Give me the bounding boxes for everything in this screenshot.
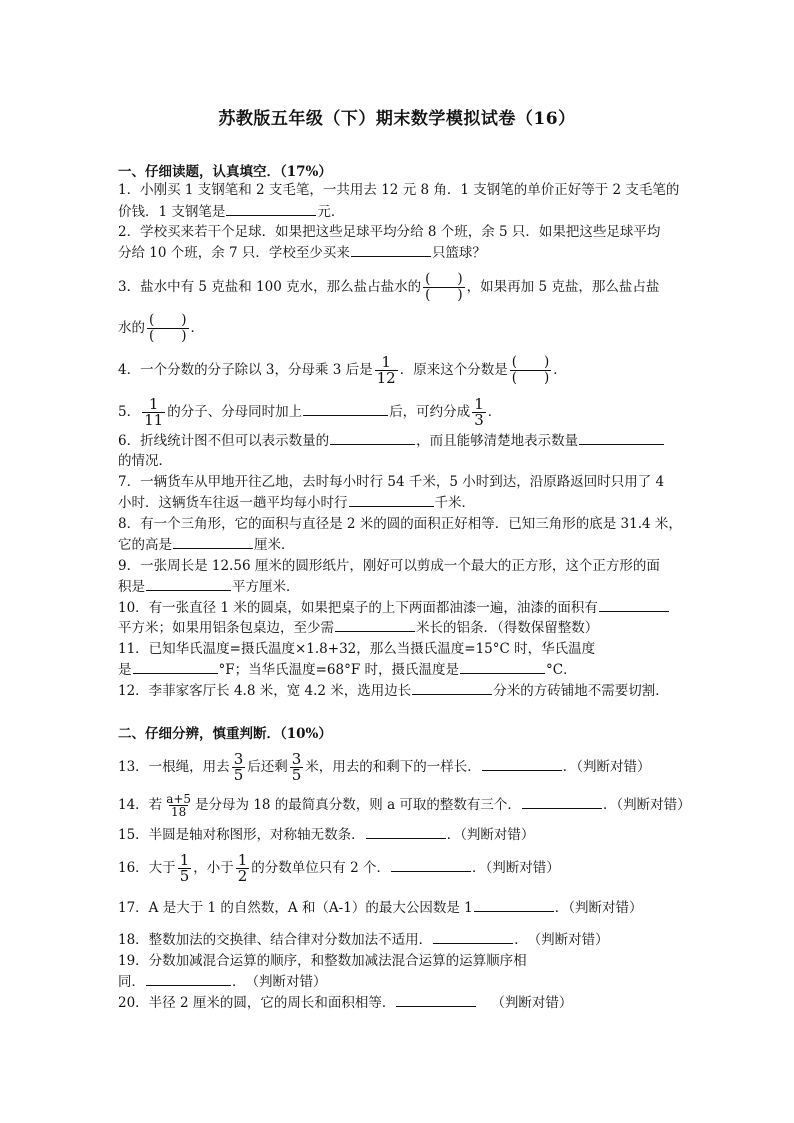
q16-line: 16．大于 $\frac{1}{5}$ ，小于 $\frac{1}{2}$ 的分数单位只有 2 个． ．（判断对错） xyxy=(118,851,560,885)
fraction-blank[interactable]: ( ) ( ) xyxy=(425,271,463,303)
q10-line-1: 10．有一张直径 1 米的圆桌，如果把桌子的上下两面都油漆一遍，油漆的面积有 xyxy=(118,598,670,618)
answer-blank[interactable] xyxy=(482,757,562,771)
q2-line-1: 2．学校买来若干个足球．如果把这些足球平均分给 8 个班，余 5 只．如果把这些足球平均 xyxy=(118,224,661,240)
answer-blank[interactable] xyxy=(226,202,316,216)
answer-blank[interactable] xyxy=(460,660,545,674)
fraction: $\frac{3}{5}$ xyxy=(291,750,302,784)
q13-line: 13．一根绳，用去 $\frac{3}{5}$ 后还剩 $\frac{3}{5}$ 米，用去的和剩下的一样长． ．（判断对错） xyxy=(118,750,651,784)
q18-line: 18．整数加法的交换律、结合律对分数加法不适用． ． （判断对错） xyxy=(118,932,609,948)
answer-blank[interactable] xyxy=(303,402,388,416)
fraction: $\frac{3}{5}$ xyxy=(233,750,244,784)
fraction: $\frac{1}{12}$ xyxy=(376,353,396,387)
answer-blank[interactable] xyxy=(522,795,602,809)
fraction: $\frac{1}{11}$ xyxy=(144,395,164,429)
answer-blank[interactable] xyxy=(146,972,231,986)
q6-line-1: 6．折线统计图不但可以表示数量的 ，而且能够清楚地表示数量 xyxy=(118,431,665,451)
q11-line-2: 是 °F；当华氏温度=68°F 时，摄氏温度是 °C． xyxy=(118,662,577,678)
answer-blank[interactable] xyxy=(173,535,253,549)
q11-line-1: 11．已知华氏温度=摄氏温度×1.8+32，那么当摄氏温度=15°C 时，华氏温度 xyxy=(118,641,596,657)
answer-blank[interactable] xyxy=(579,431,664,445)
fraction-blank[interactable]: ( ) ( ) xyxy=(149,312,187,344)
fraction: $\frac{1}{3}$ xyxy=(474,395,484,429)
section-1-heading: 一、仔细读题，认真填空．（17%） xyxy=(118,164,332,180)
q10-line-2: 平方米；如果用铝条包桌边，至少需 米长的铝条．（得数保留整数） xyxy=(118,620,599,636)
q7-line-1: 7．一辆货车从甲地开往乙地，去时每小时行 54 千米，5 小时到达，沿原路返回时只用了 4 xyxy=(118,474,665,490)
q3-line-2: 水的 ( ) ( ) ． xyxy=(118,312,205,344)
q9-line-2: 积是 平方厘米． xyxy=(118,579,300,595)
q3-line-1: 3．盐水中有 5 克盐和 100 克水，那么盐占盐水的 ( ) ( ) ，如果再加 5 克盐，那么盐占盐 xyxy=(118,271,660,303)
fraction: $\frac{1}{2}$ xyxy=(237,851,248,885)
answer-blank[interactable] xyxy=(133,660,218,674)
answer-blank[interactable] xyxy=(366,825,446,839)
answer-blank[interactable] xyxy=(330,431,415,445)
answer-blank[interactable] xyxy=(351,243,431,257)
q6-line-2: 的情况． xyxy=(118,453,172,469)
q5-line: 5． $\frac{1}{11}$ 的分子、分母同时加上 后，可约分成 $\frac{1}{3}$ ． xyxy=(118,395,502,429)
q4-line: 4．一个分数的分子除以 3，分母乘 3 后是 $\frac{1}{12}$ ．原来这个分数是 ( ) ( ) ． xyxy=(118,353,567,387)
answer-blank[interactable] xyxy=(599,598,669,612)
q17-line: 17．A 是大于 1 的自然数，A 和（A-1）的最大公因数是 1 ．（判断对错） xyxy=(118,900,643,916)
answer-blank[interactable] xyxy=(146,577,231,591)
q9-line-1: 9．一张周长是 12.56 厘米的圆形纸片，刚好可以剪成一个最大的正方形，这个正方形的面 xyxy=(118,558,660,574)
answer-blank[interactable] xyxy=(412,681,492,695)
section-2-heading: 二、仔细分辨，慎重判断．（10%） xyxy=(118,726,332,742)
q2-line-2: 分给 10 个班，余 7 只．学校至少买来 只篮球？ xyxy=(118,245,486,261)
answer-blank[interactable] xyxy=(349,493,434,507)
answer-blank[interactable] xyxy=(474,898,554,912)
fraction: $\frac{a+5}{18}$ xyxy=(166,792,192,819)
q8-line-1: 8．有一个三角形，它的面积与直径是 2 米的圆的面积正好相等．已知三角形的底是 31.4 米， xyxy=(118,516,682,532)
q7-line-2: 小时．这辆货车往返一趟平均每小时行 千米． xyxy=(118,495,475,511)
answer-blank[interactable] xyxy=(433,930,513,944)
answer-blank[interactable] xyxy=(396,993,476,1007)
q1-line-1: 1．小刚买 1 支钢笔和 2 支毛笔，一共用去 12 元 8 角．1 支钢笔的单价正好等于 2 支毛笔的 xyxy=(118,182,680,198)
answer-blank[interactable] xyxy=(335,618,415,632)
answer-blank[interactable] xyxy=(391,858,471,872)
q19-line-1: 19．分数加减混合运算的顺序，和整数加减法混合运算的运算顺序相 xyxy=(118,953,527,969)
fraction-blank[interactable]: ( ) ( ) xyxy=(511,354,550,386)
q1-line-2: 价钱．1 支钢笔是 元． xyxy=(118,204,345,220)
fraction: $\frac{1}{5}$ xyxy=(179,851,190,885)
q14-line: 14．若 $\frac{a+5}{18}$ 是分母为 18 的最简真分数，则 a 可取的整数有三个． ．（判断对错） xyxy=(118,792,691,819)
q20-line: 20．半径 2 厘米的圆，它的周长和面积相等． （判断对错） xyxy=(118,995,573,1011)
q8-line-2: 它的高是 厘米． xyxy=(118,537,295,553)
q19-line-2: 同． ． （判断对错） xyxy=(118,974,327,990)
page-title: 苏教版五年级（下）期末数学模拟试卷（16） xyxy=(218,109,576,129)
q15-line: 15．半圆是轴对称图形，对称轴无数条． ．（判断对错） xyxy=(118,827,535,843)
q12-line: 12．李菲家客厅长 4.8 米，宽 4.2 米，选用边长 分米的方砖铺地不需要切割． xyxy=(118,683,669,699)
